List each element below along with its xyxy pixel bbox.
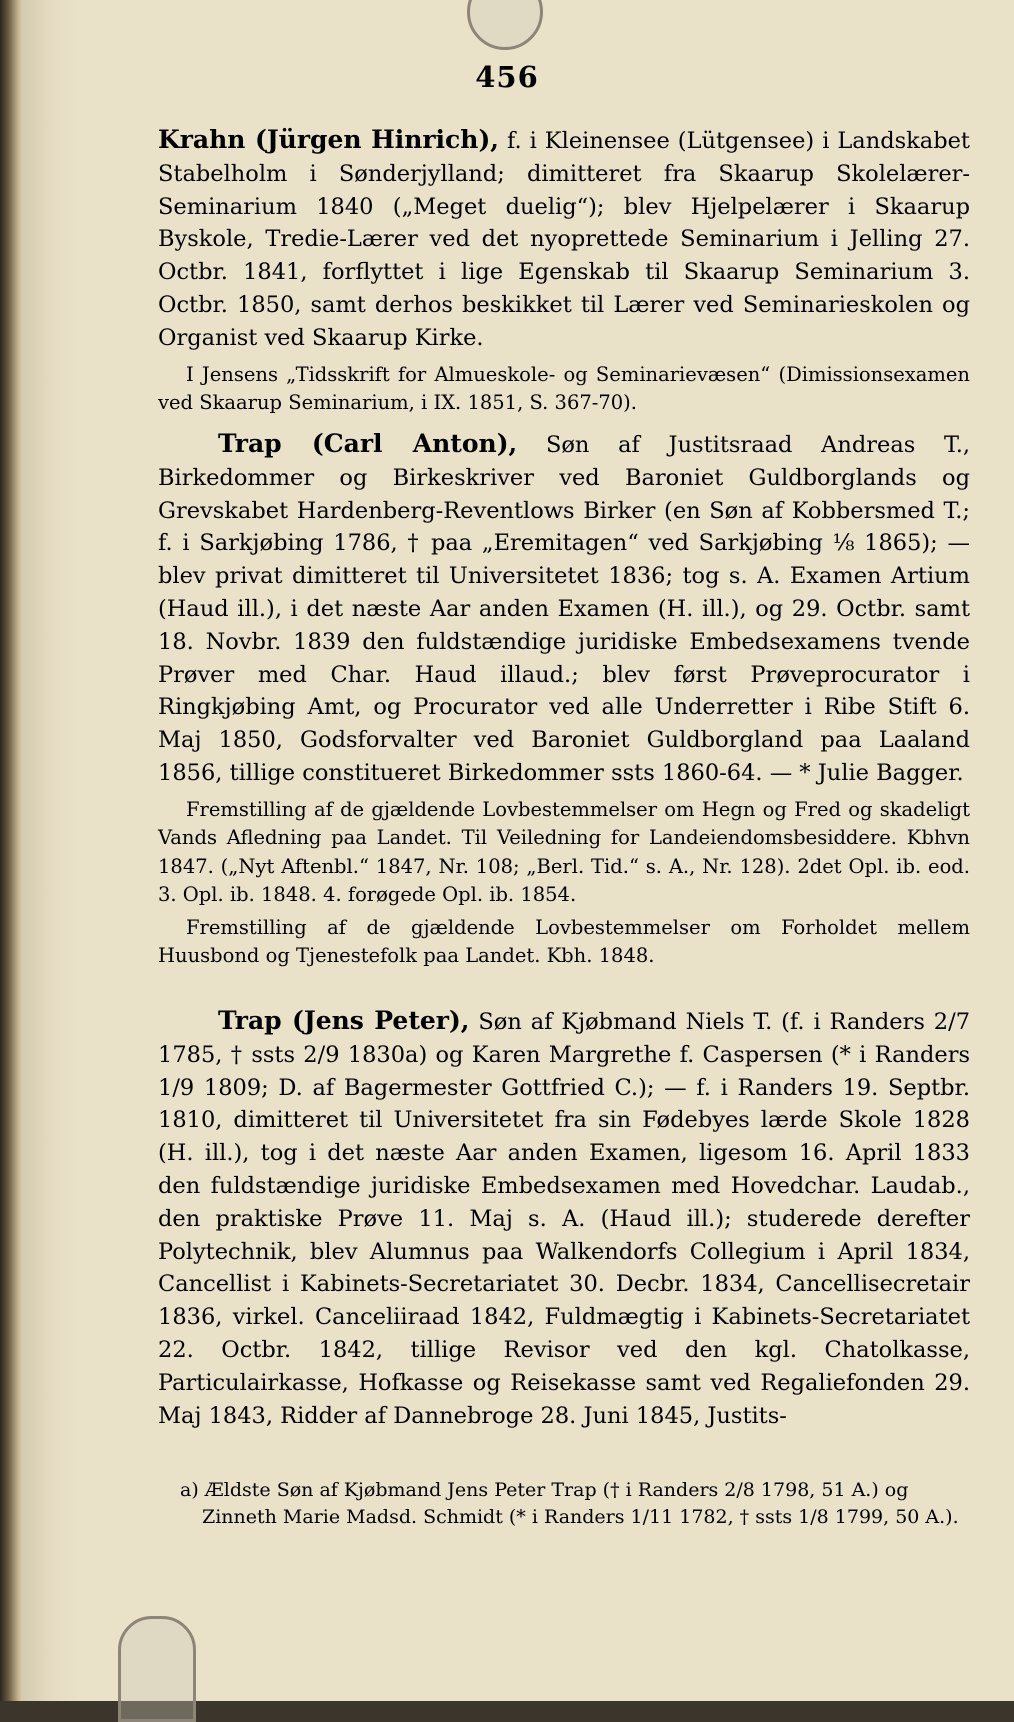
- entry-body: [158, 428, 970, 790]
- entry-text: f. i Kleinensee (Lütgensee) i Landskabet Stabelholm i Sønderjylland; dimitteret fra Skaarup Skolelærer-Seminarium 1840 („Meget duelig“); blev Hjelpelærer i Skaarup Byskole, Tredie-Lærer ved det nyoprettede Seminarium i Jelling 27. Octbr. 1841, forflyttet i lige Egenskab til Skaarup Seminarium 3. Octbr. 1850, samt derhos beskikket til Lærer ved Seminarieskolen og Organist ved Skaarup Kirke.: [158, 128, 970, 351]
- entry-note: I Jensens „Tidsskrift for Almueskole- og Seminarievæsen“ (Dimissionsexamen ved Skaarup Seminarium, i IX. 1851, S. 367-70).: [158, 362, 970, 415]
- entry-note: Fremstilling af de gjældende Lovbestemmelser om Hegn og Fred og skadeligt Vands Afledning paa Landet. Til Veiledning for Landeiendomsbesiddere. Kbhvn 1847. („Nyt Aftenbl.“ 1847, Nr. 108; „Berl. Tid.“ s. A., Nr. 128). 2det Opl. ib. eod. 3. Opl. ib. 1848. 4. forøgede Opl. ib. 1854.: [158, 797, 970, 907]
- page-number: 456: [475, 60, 539, 94]
- entry-note: Fremstilling af de gjældende Lovbestemmelser om Forholdet mellem Huusbond og Tjenestefolk paa Landet. Kbh. 1848.: [158, 915, 970, 968]
- book-gutter: [0, 0, 22, 1701]
- entry-name: Trap (Carl Anton),: [218, 429, 518, 458]
- entry-text: Søn af Kjøbmand Niels T. (f. i Randers 2/7 1785, † ssts 2/9 1830a) og Karen Margrethe f. Caspersen (* i Randers 1/9 1809; D. af Bagermester Gottfried C.); — f. i Randers 19. Septbr. 1810, dimitteret til Universitetet fra sin Fødebyes lærde Skole 1828 (H. ill.), tog i det næste Aar anden Examen, ligesom 16. April 1833 den fuldstændige juridiske Embedsexamen med Hovedchar. Laudab., den praktiske Prøve 11. Maj s. A. (Haud ill.); studerede derefter Polytechnik, blev Alumnus paa Walkendorfs Collegium i April 1834, Cancellist i Kabinets-Secretariatet 30. Decbr. 1834, Cancellisecretair 1836, virkel. Canceliiraad 1842, Fuldmægtig i Kabinets-Secretariatet 22. Octbr. 1842, tillige Revisor ved den kgl. Chatolkasse, Particulairkasse, Hofkasse og Reisekasse samt ved Regaliefonden 29. Maj 1843, Ridder af Dannebroge 28. Juni 1845, Justits-: [158, 1009, 971, 1429]
- entry-trap-carl-anton: [158, 428, 970, 971]
- entry-text: Søn af Justitsraad Andreas T., Birkedommer og Birkeskriver ved Baroniet Guldborglands og Grevskabet Hardenberg-Reventlows Birker (en Søn af Kobbersmed T.; f. i Sarkjøbing 1786, † paa „Eremitagen“ ved Sarkjøbing ⅛ 1865); — blev privat dimitteret til Universitetet 1836; tog s. A. Examen Artium (Haud ill.), i det næste Aar anden Examen (H. ill.), og 29. Octbr. samt 18. Novbr. 1839 den fuldstændige juridiske Embedsexamens tvende Prøver med Char. Haud illaud.; blev først Prøveprocurator i Ringkjøbing Amt, og Procurator ved alle Underretter i Ribe Stift 6. Maj 1850, Godsforvalter ved Baroniet Guldborgland paa Laaland 1856, tillige constitueret Birkedommer ssts 1860-64. — * Julie Bagger.: [158, 432, 971, 786]
- footnote: [176, 1477, 970, 1531]
- entry-body: [158, 124, 970, 355]
- entry-krahn: [158, 124, 970, 418]
- entry-name: Krahn (Jürgen Hinrich),: [158, 125, 499, 154]
- entry-name: Trap (Jens Peter),: [218, 1006, 470, 1035]
- clip-mark-top: [467, 0, 543, 50]
- entry-trap-jens-peter: [158, 1005, 970, 1432]
- footnote-text: a) Ældste Søn af Kjøbmand Jens Peter Trap († i Randers 2/8 1798, 51 A.) og Zinneth Marie Madsd. Schmidt (* i Randers 1/11 1782, † ssts 1/8 1799, 50 A.).: [180, 1479, 959, 1528]
- clip-mark-bottom: [118, 1616, 196, 1722]
- entry-body: [158, 1005, 970, 1432]
